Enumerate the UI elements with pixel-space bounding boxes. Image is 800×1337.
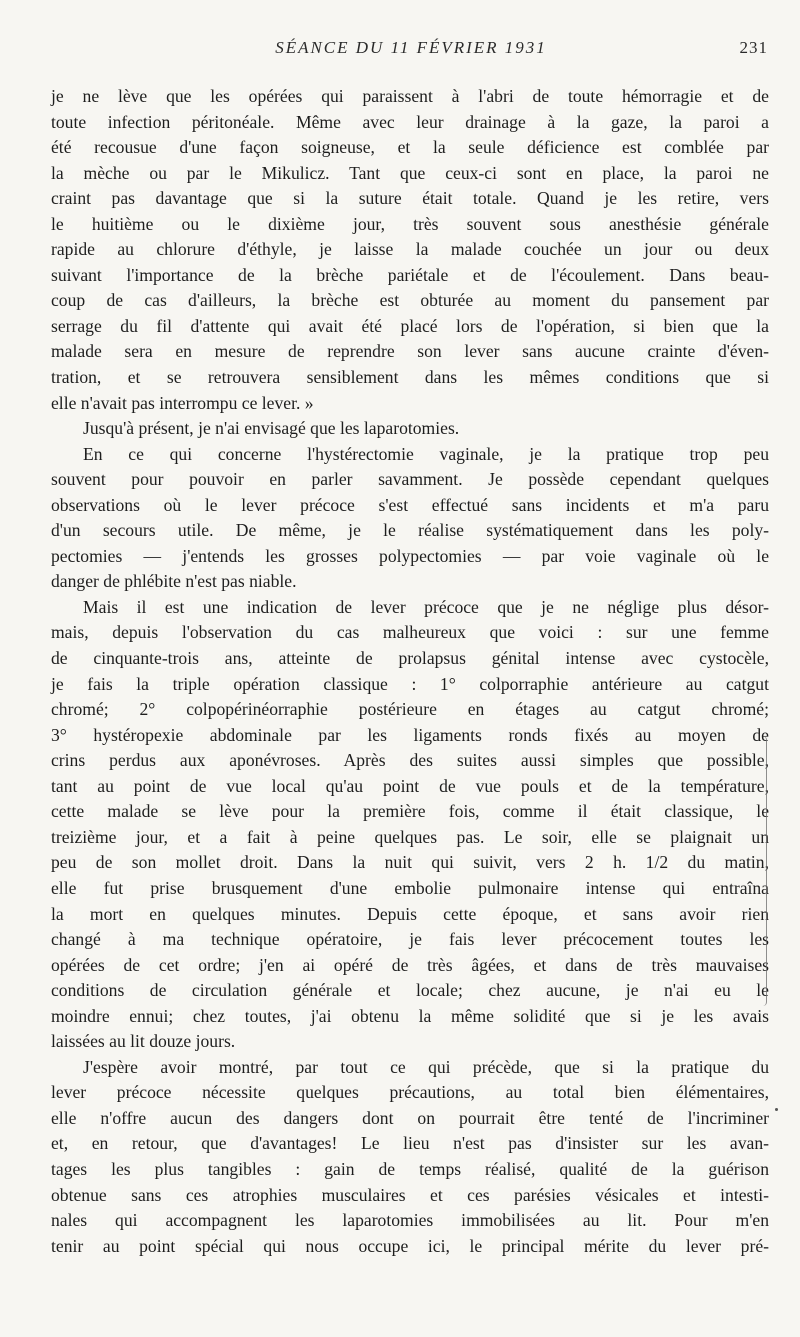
text-line: été recousue d'une façon soigneuse, et la seule déficience est comblée par — [51, 137, 769, 158]
text-line: observations où le lever précoce s'est effectué sans incidents et m'a paru — [51, 494, 769, 515]
text-line: opérées de cet ordre; j'en ai opéré de très âgées, et dans de très mauvaises — [51, 954, 769, 975]
text-line: tration, et se retrouvera sensiblement dans les mêmes conditions que si — [51, 367, 769, 388]
running-title: SÉANCE DU 11 FÉVRIER 1931 — [275, 38, 547, 57]
text-line: conditions de circulation générale et locale; chez aucune, je n'ai eu le — [51, 980, 769, 1001]
text-line: J'espère avoir montré, par tout ce qui précède, que si la pratique du — [83, 1056, 769, 1077]
text-line: de cinquante-trois ans, atteinte de prolapsus génital intense avec cystocèle, — [51, 648, 769, 669]
page-number: 231 — [739, 38, 768, 57]
text-line: 3° hystéropexie abdominale par les ligaments ronds fixés au moyen de — [51, 724, 769, 745]
text-line: cette malade se lève pour la première fois, comme il était classique, le — [51, 801, 769, 822]
text-line: toute infection péritonéale. Même avec leur drainage à la gaze, la paroi a — [51, 111, 769, 132]
body-text — [51, 84, 769, 1259]
margin-dot — [775, 1108, 778, 1111]
text-line: crins perdus aux aponévroses. Après des suites aussi simples que possible, — [51, 750, 769, 771]
text-line: rapide au chlorure d'éthyle, je laisse la malade couchée un jour ou deux — [51, 239, 769, 260]
text-line: souvent pour pouvoir en parler savamment. Je possède cependant quelques — [51, 469, 769, 490]
text-line: elle n'avait pas interrompu ce lever. » — [51, 392, 314, 413]
text-line: la mèche ou par le Mikulicz. Tant que ceux-ci sont en place, la paroi ne — [51, 162, 769, 183]
text-line: d'un secours utile. De même, je le réalise systématiquement dans les poly- — [51, 520, 769, 541]
text-line: elle n'offre aucun des dangers dont on pourrait être tenté de l'incriminer — [51, 1107, 769, 1128]
text-line: Jusqu'à présent, je n'ai envisagé que les laparotomies. — [83, 418, 460, 439]
text-line: tages les plus tangibles : gain de temps réalisé, qualité de la guérison — [51, 1158, 769, 1179]
text-line: peu de son mollet droit. Dans la nuit qui suivit, vers 2 h. 1/2 du matin, — [51, 852, 769, 873]
text-line: coup de cas d'ailleurs, la brèche est obturée au moment du pansement par — [51, 290, 769, 311]
text-line: nales qui accompagnent les laparotomies immobilisées au lit. Pour m'en — [51, 1210, 769, 1231]
text-line: obtenue sans ces atrophies musculaires et ces parésies vésicales et intesti- — [51, 1184, 769, 1205]
text-line: le huitième ou le dixième jour, très souvent sous anesthésie générale — [51, 213, 769, 234]
text-line: et, en retour, que d'avantages! Le lieu n'est pas d'insister sur les avan- — [51, 1133, 769, 1154]
text-line: je ne lève que les opérées qui paraissent à l'abri de toute hémorragie et de — [51, 86, 769, 106]
text-line: craint pas davantage que si la suture était totale. Quand je les retire, vers — [51, 188, 769, 209]
text-line: danger de phlébite n'est pas niable. — [51, 571, 297, 592]
text-line: lever précoce nécessite quelques précautions, au total bien élémentaires, — [51, 1082, 769, 1103]
text-line: je fais la triple opération classique : 1° colporraphie antérieure au catgut — [51, 673, 769, 694]
text-line: laissées au lit douze jours. — [51, 1031, 236, 1052]
text-line: suivant l'importance de la brèche pariétale et de l'écoulement. Dans beau- — [51, 264, 769, 285]
text-line: mais, depuis l'observation du cas malheureux que voici : sur une femme — [51, 622, 769, 643]
text-line: En ce qui concerne l'hystérectomie vaginale, je la pratique trop peu — [83, 443, 769, 464]
text-line: treizième jour, et a fait à peine quelques pas. Le soir, elle se plaignait un — [51, 826, 769, 847]
running-head — [50, 38, 772, 62]
text-line: tenir au point spécial qui nous occupe ici, le principal mérite du lever pré- — [51, 1235, 769, 1256]
text-line: pectomies — j'entends les grosses polypectomies — par voie vaginale où le — [51, 545, 769, 566]
text-line: elle fut prise brusquement d'une embolie pulmonaire intense qui entraîna — [51, 877, 769, 898]
margin-mark — [760, 736, 767, 1006]
text-line: changé à ma technique opératoire, je fais lever précocement toutes les — [51, 929, 769, 950]
text-line: malade sera en mesure de reprendre son lever sans aucune crainte d'éven- — [51, 341, 769, 362]
text-line: Mais il est une indication de lever précoce que je ne néglige plus désor- — [83, 596, 769, 617]
text-line: chromé; 2° colpopérinéorraphie postérieure en étages au catgut chromé; — [51, 699, 769, 720]
text-line: la mort en quelques minutes. Depuis cette époque, et sans avoir rien — [51, 903, 769, 924]
text-line: tant au point de vue local qu'au point de vue pouls et de la température, — [51, 775, 769, 796]
text-line: serrage du fil d'attente qui avait été placé lors de l'opération, si bien que la — [51, 315, 769, 336]
text-line: moindre ennui; chez toutes, j'ai obtenu la même solidité que si je les avais — [51, 1005, 769, 1026]
